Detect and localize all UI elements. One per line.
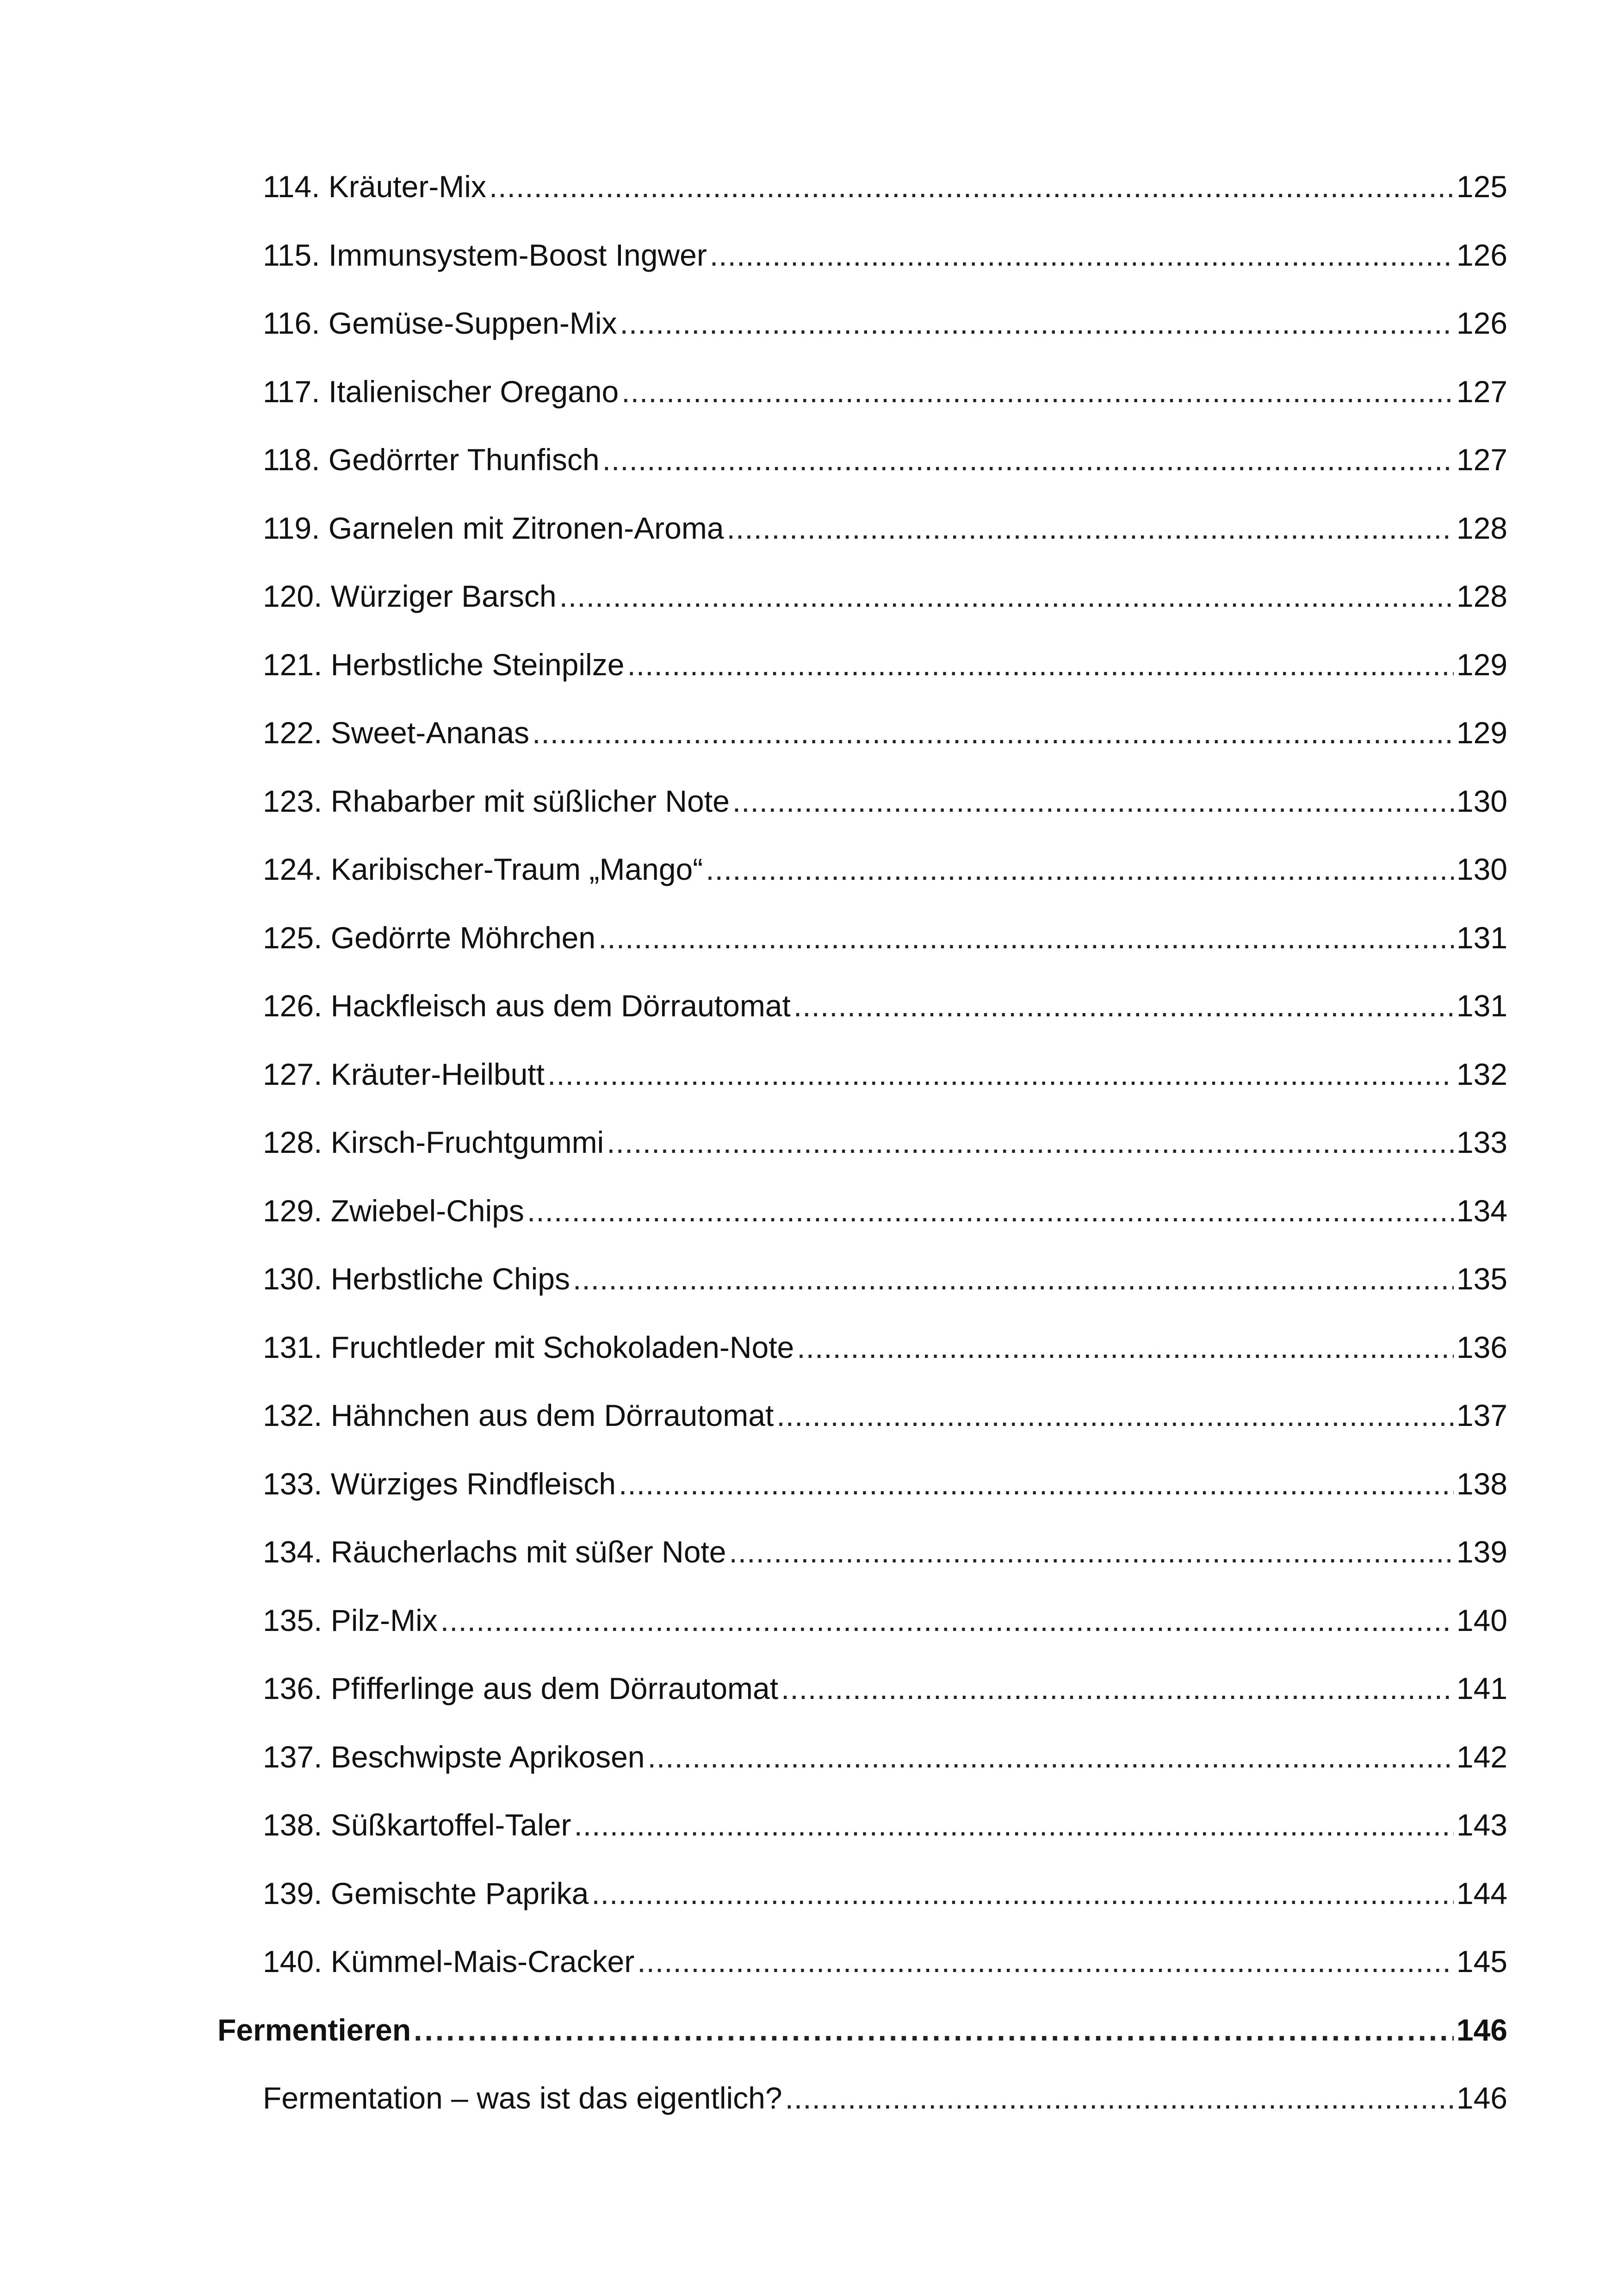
- toc-entry-title: Fermentieren: [217, 2013, 411, 2047]
- toc-dot-leader: [637, 1946, 1454, 1977]
- toc-entry: [263, 717, 1507, 748]
- toc-entry: [263, 990, 1507, 1021]
- toc-dot-leader: [732, 786, 1454, 816]
- toc-page-number: 143: [1456, 1808, 1507, 1842]
- toc-page-number: 128: [1456, 511, 1507, 545]
- toc-entry: [263, 922, 1507, 953]
- toc-dot-leader: [627, 649, 1453, 680]
- toc-dot-leader: [729, 1537, 1453, 1567]
- toc-dot-leader: [598, 922, 1454, 953]
- toc-entry: [263, 1537, 1507, 1567]
- toc-entry-title: 118. Gedörrter Thunfisch: [263, 442, 600, 477]
- toc-page-number: 146: [1456, 2013, 1507, 2047]
- toc-page-number: 129: [1456, 647, 1507, 682]
- toc-entry: [263, 1673, 1507, 1704]
- toc-entry: [263, 1742, 1507, 1772]
- toc-page-number: 136: [1456, 1330, 1507, 1364]
- toc-entry: [263, 1400, 1507, 1431]
- toc-dot-leader: [527, 1195, 1454, 1226]
- toc-entry: [263, 1059, 1507, 1089]
- toc-entry-title: 135. Pilz-Mix: [263, 1603, 438, 1637]
- toc-dot-leader: [440, 1605, 1454, 1636]
- toc-entry-title: 127. Kräuter-Heilbutt: [263, 1057, 545, 1091]
- toc-entry: [263, 1810, 1507, 1840]
- toc-page-number: 145: [1456, 1944, 1507, 1979]
- toc-page-number: 137: [1456, 1398, 1507, 1432]
- toc-entry-title: 122. Sweet-Ananas: [263, 716, 530, 750]
- toc-entry-title: 129. Zwiebel-Chips: [263, 1194, 524, 1228]
- toc-page-number: 126: [1456, 238, 1507, 272]
- toc-page-number: 125: [1456, 169, 1507, 204]
- toc-dot-leader: [797, 1332, 1454, 1363]
- toc-entry: [263, 1605, 1507, 1636]
- toc-dot-leader: [574, 1810, 1453, 1840]
- toc-entry: [263, 1195, 1507, 1226]
- toc-page-number: 133: [1456, 1125, 1507, 1159]
- toc-entry-title: 137. Beschwipste Aprikosen: [263, 1740, 645, 1774]
- toc-entry: [263, 786, 1507, 816]
- toc-entry-title: 134. Räucherlachs mit süßer Note: [263, 1535, 726, 1569]
- toc-entry: [263, 1878, 1507, 1909]
- toc-entry-title: 124. Karibischer-Traum „Mango“: [263, 852, 703, 886]
- toc-dot-leader: [607, 1127, 1454, 1157]
- toc-page-number: 127: [1456, 374, 1507, 409]
- toc-entry-title: 126. Hackfleisch aus dem Dörrautomat: [263, 989, 791, 1023]
- toc-page-number: 127: [1456, 442, 1507, 477]
- toc-entry-title: 128. Kirsch-Fruchtgummi: [263, 1125, 604, 1159]
- toc-entry-title: 140. Kümmel-Mais-Cracker: [263, 1944, 635, 1979]
- toc-page-number: 144: [1456, 1876, 1507, 1910]
- toc-entry-title: 123. Rhabarber mit süßlicher Note: [263, 784, 730, 818]
- toc-entry-title: 119. Garnelen mit Zitronen-Aroma: [263, 511, 724, 545]
- toc-entry-title: 120. Würziger Barsch: [263, 579, 557, 613]
- toc-page-number: 146: [1456, 2081, 1507, 2115]
- toc-entry: [263, 1332, 1507, 1363]
- toc-entry: [263, 240, 1507, 270]
- toc-dot-leader: [573, 1263, 1454, 1294]
- toc-page-number: 132: [1456, 1057, 1507, 1091]
- toc-page-number: 126: [1456, 306, 1507, 340]
- toc-dot-leader: [620, 308, 1453, 338]
- toc-entry: [263, 854, 1507, 884]
- toc-dot-leader: [794, 990, 1454, 1021]
- toc-dot-leader: [414, 2015, 1454, 2045]
- toc-entry: [263, 649, 1507, 680]
- toc-entry-title: 125. Gedörrte Möhrchen: [263, 921, 596, 955]
- toc-entry-title: 121. Herbstliche Steinpilze: [263, 647, 625, 682]
- toc-entry-title: 139. Gemischte Paprika: [263, 1876, 589, 1910]
- toc-dot-leader: [621, 376, 1454, 407]
- toc-entry: [263, 444, 1507, 475]
- toc-entry: [263, 1127, 1507, 1157]
- toc-page-number: 135: [1456, 1262, 1507, 1296]
- toc-entry-title: 130. Herbstliche Chips: [263, 1262, 570, 1296]
- toc-entry-title: 138. Süßkartoffel-Taler: [263, 1808, 571, 1842]
- toc-dot-leader: [647, 1742, 1453, 1772]
- toc-entry-title: 132. Hähnchen aus dem Dörrautomat: [263, 1398, 774, 1432]
- toc-dot-leader: [547, 1059, 1454, 1089]
- toc-dot-leader: [776, 1400, 1454, 1431]
- toc-dot-leader: [710, 240, 1454, 270]
- toc-entry: [263, 376, 1507, 407]
- toc-page-number: 141: [1456, 1671, 1507, 1705]
- toc-page-number: 134: [1456, 1194, 1507, 1228]
- toc-page-number: 142: [1456, 1740, 1507, 1774]
- toc-entry: [263, 308, 1507, 338]
- toc-entry-title: 114. Kräuter-Mix: [263, 169, 486, 204]
- toc-dot-leader: [532, 717, 1454, 748]
- toc-entry-title: 117. Italienischer Oregano: [263, 374, 619, 409]
- toc-entry-title: 115. Immunsystem-Boost Ingwer: [263, 238, 707, 272]
- toc-entry: [263, 513, 1507, 543]
- toc-entry-title: 133. Würziges Rindfleisch: [263, 1467, 616, 1501]
- toc-entry-title: Fermentation – was ist das eigentlich?: [263, 2081, 782, 2115]
- toc-dot-leader: [602, 444, 1454, 475]
- toc-entry-title: 136. Pfifferlinge aus dem Dörrautomat: [263, 1671, 779, 1705]
- toc-page-number: 129: [1456, 716, 1507, 750]
- toc-page-number: 138: [1456, 1467, 1507, 1501]
- toc-page-number: 130: [1456, 784, 1507, 818]
- toc-entry-title: 131. Fruchtleder mit Schokoladen-Note: [263, 1330, 794, 1364]
- toc-entry: [263, 1946, 1507, 1977]
- toc-dot-leader: [727, 513, 1454, 543]
- toc-page-number: 140: [1456, 1603, 1507, 1637]
- toc-dot-leader: [619, 1468, 1454, 1499]
- toc-dot-leader: [785, 2083, 1454, 2113]
- toc-chapter-entry: [217, 2015, 1507, 2045]
- toc-entry-title: 116. Gemüse-Suppen-Mix: [263, 306, 617, 340]
- toc-page-number: 130: [1456, 852, 1507, 886]
- toc-dot-leader: [781, 1673, 1454, 1704]
- toc-entry: [263, 171, 1507, 202]
- toc-entry: [263, 1468, 1507, 1499]
- toc-page-number: 128: [1456, 579, 1507, 613]
- toc-dot-leader: [559, 581, 1454, 611]
- toc-entry: [263, 581, 1507, 611]
- toc-page-number: 131: [1456, 989, 1507, 1023]
- toc-page-number: 131: [1456, 921, 1507, 955]
- toc-entry: [263, 2083, 1507, 2113]
- toc-dot-leader: [489, 171, 1454, 202]
- toc-page-number: 139: [1456, 1535, 1507, 1569]
- toc-dot-leader: [706, 854, 1454, 884]
- toc-entry: [263, 1263, 1507, 1294]
- toc-dot-leader: [591, 1878, 1454, 1909]
